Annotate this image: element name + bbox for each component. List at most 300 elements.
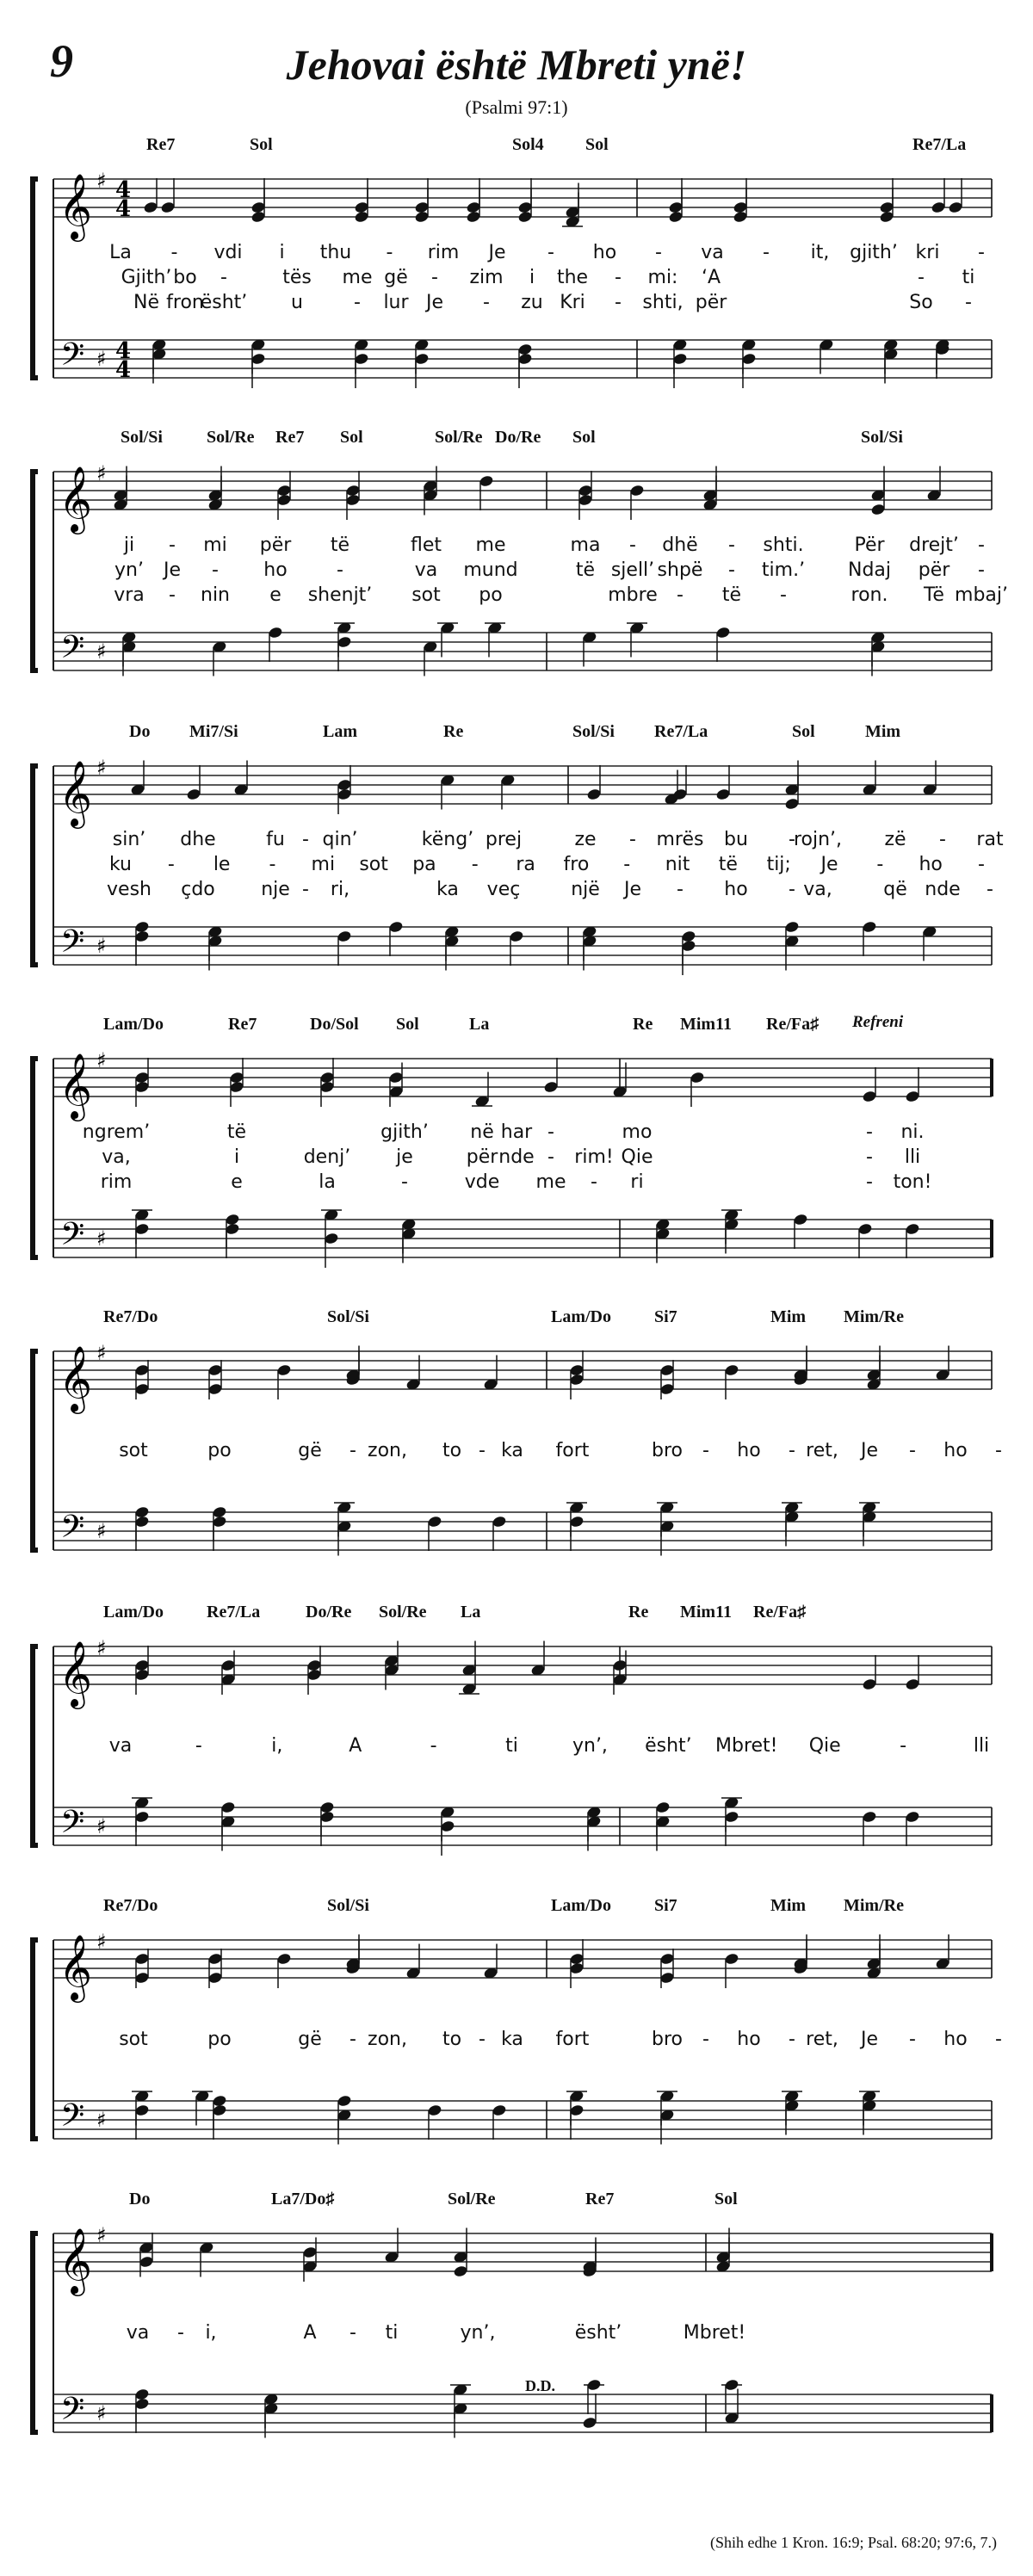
key-signature-sharp: ♯: [96, 461, 107, 485]
lyric-syllable: ti: [385, 2322, 399, 2344]
chord-symbol: Sol4: [512, 135, 544, 154]
lyric-syllable: mbre: [608, 584, 658, 606]
chord-symbol: Do/Re: [495, 428, 541, 447]
key-signature-sharp: ♯: [96, 1226, 107, 1251]
lyric-syllable: A: [303, 2322, 317, 2344]
lyric-syllable: qin’: [322, 829, 358, 850]
lyric-hyphen: -: [978, 854, 985, 875]
lyric-syllable: nin: [201, 584, 230, 606]
lyric-syllable: u: [291, 292, 303, 313]
lyric-syllable: sin’: [112, 829, 146, 850]
lyric-syllable: lur: [383, 292, 409, 313]
lyric-syllable: yn’,: [460, 2322, 496, 2344]
lyric-syllable: vesh: [107, 879, 152, 900]
lyric-syllable: Qie: [621, 1146, 653, 1168]
lyric-hyphen: -: [987, 879, 993, 900]
lyric-syllable: ka: [501, 1440, 523, 1461]
lyric-syllable: Kri: [560, 292, 585, 313]
lyric-hyphen: -: [349, 2029, 356, 2050]
lyric-hyphen: -: [212, 559, 219, 581]
lyric-syllable: ma: [570, 534, 601, 556]
lyric-hyphen: -: [269, 854, 276, 875]
lyric-syllable: i: [529, 267, 535, 288]
lyric-syllable: Je: [425, 292, 444, 313]
lyric-syllable: Je: [860, 1440, 879, 1461]
lyric-syllable: nde: [925, 879, 961, 900]
lyric-syllable: dhë: [662, 534, 698, 556]
lyric-syllable: i,: [271, 1735, 283, 1757]
lyric-syllable: va: [108, 1735, 133, 1757]
lyric-syllable: va: [701, 242, 724, 263]
lyric-syllable: dhe: [180, 829, 216, 850]
lyric-hyphen: -: [337, 559, 343, 581]
lyric-syllable: për: [259, 534, 292, 556]
lyric-syllable: ri: [630, 1171, 644, 1193]
lyric-line: [0, 854, 1033, 880]
bass-staff: [53, 1512, 992, 1550]
lyric-syllable: vra: [114, 584, 145, 606]
lyric-syllable: Mbret!: [683, 2322, 746, 2344]
lyric-syllable: le: [213, 854, 231, 875]
lyric-syllable: mi:: [647, 267, 678, 288]
lyric-hyphen: -: [167, 854, 175, 875]
lyric-syllable: kri: [915, 242, 940, 263]
bass-clef: 𝄢: [60, 1509, 85, 1553]
lyric-syllable: mund: [463, 559, 518, 581]
lyric-hyphen: -: [939, 829, 946, 850]
lyric-syllable: vde: [464, 1171, 500, 1193]
key-signature-sharp: ♯: [96, 347, 107, 371]
chord-symbol: Do: [129, 2190, 151, 2208]
treble-staff: [53, 1940, 992, 1978]
chord-symbol: Sol: [792, 722, 815, 741]
chord-symbol: Re: [443, 722, 464, 741]
lyric-syllable: Në: [133, 292, 159, 313]
lyric-hyphen: -: [909, 2029, 916, 2050]
chord-symbol: Sol: [714, 2190, 738, 2208]
lyric-hyphen: -: [349, 1440, 356, 1461]
bass-clef: 𝄢: [60, 924, 85, 967]
lyric-hyphen: -: [702, 2029, 709, 2050]
lyric-syllable: bo: [173, 267, 197, 288]
lyric-syllable: gë: [298, 1440, 322, 1461]
lyric-syllable: Mbret!: [715, 1735, 778, 1757]
lyric-syllable: për: [466, 1146, 498, 1168]
lyric-hyphen: -: [965, 292, 972, 313]
lyric-hyphen: -: [876, 854, 884, 875]
lyric-syllable: mo: [622, 1121, 653, 1143]
lyric-syllable: rat: [976, 829, 1004, 850]
lyric-syllable: të: [330, 534, 350, 556]
chord-symbol: Sol: [396, 1015, 419, 1034]
lyric-syllable: ‘A: [701, 267, 721, 288]
lyric-syllable: yn’,: [572, 1735, 608, 1757]
chord-symbol: Re: [633, 1015, 653, 1034]
lyric-syllable: ho: [592, 242, 617, 263]
lyric-syllable: ho: [737, 2029, 761, 2050]
chord-symbol: Re7: [228, 1015, 257, 1034]
chord-symbol: Do/Re: [306, 1603, 352, 1622]
lyric-line: [0, 584, 1033, 610]
lyric-hyphen: -: [677, 879, 684, 900]
lyric-hyphen: -: [591, 1171, 597, 1193]
chord-symbol: Re7/La: [912, 135, 967, 154]
lyric-syllable: fro: [563, 854, 590, 875]
bass-clef: 𝄢: [60, 2097, 85, 2141]
lyric-syllable: këng’: [421, 829, 474, 850]
bass-clef: 𝄢: [60, 2391, 85, 2435]
lyric-line: [0, 1735, 1033, 1761]
lyric-syllable: rim: [427, 242, 460, 263]
lyric-syllable: ësht’: [574, 2322, 622, 2344]
chord-row: [0, 2190, 1033, 2215]
lyric-syllable: tij;: [766, 854, 791, 875]
chord-symbol: Sol/Si: [327, 1896, 369, 1915]
lyric-syllable: va,: [102, 1146, 131, 1168]
lyric-syllable: denj’: [303, 1146, 351, 1168]
chord-symbol: Mi7/Si: [189, 722, 238, 741]
chord-symbol: Sol/Re: [207, 428, 255, 447]
lyric-syllable: je: [396, 1146, 413, 1168]
lyric-syllable: ra: [516, 854, 535, 875]
chord-symbol: Re7: [585, 2190, 615, 2208]
lyric-syllable: sot: [119, 1440, 148, 1461]
lyric-line: [0, 242, 1033, 268]
lyric-syllable: rim: [100, 1171, 133, 1193]
treble-staff: [53, 472, 992, 510]
lyric-syllable: lli: [904, 1146, 921, 1168]
lyric-syllable: të: [721, 584, 742, 606]
lyric-hyphen: -: [220, 267, 227, 288]
lyric-hyphen: -: [978, 559, 985, 581]
key-signature-sharp: ♯: [96, 1048, 107, 1072]
chord-symbol: Mim: [865, 722, 901, 741]
lyric-hyphen: -: [430, 1735, 437, 1757]
chord-symbol: Mim/Re: [844, 1307, 904, 1326]
chord-symbol: Mim11: [680, 1015, 732, 1034]
lyric-syllable: me: [475, 534, 506, 556]
lyric-hyphen: -: [615, 292, 622, 313]
key-signature-sharp: ♯: [96, 1814, 107, 1838]
lyric-syllable: ho: [737, 1440, 761, 1461]
lyric-syllable: va: [414, 559, 438, 581]
music-system: [0, 1013, 1033, 1304]
lyric-line: [0, 534, 1033, 560]
chord-symbol: Re7/Do: [103, 1896, 158, 1915]
footer-references: (Shih edhe 1 Kron. 16:9; Psal. 68:20; 97:6, 7.): [710, 2534, 997, 2551]
lyric-hyphen: -: [615, 267, 622, 288]
lyric-line: [0, 1440, 1033, 1466]
lyric-syllable: mi: [203, 534, 227, 556]
lyric-hyphen: -: [195, 1735, 202, 1757]
lyric-syllable: me: [342, 267, 373, 288]
lyric-hyphen: -: [354, 292, 361, 313]
lyric-syllable: bro: [652, 1440, 683, 1461]
lyric-syllable: një: [571, 879, 600, 900]
key-signature-sharp: ♯: [96, 639, 107, 664]
lyric-syllable: i: [279, 242, 285, 263]
lyric-hyphen: -: [431, 267, 438, 288]
bass-clef: 𝄢: [60, 1216, 85, 1260]
key-signature-sharp: ♯: [96, 1636, 107, 1660]
lyric-hyphen: -: [978, 534, 985, 556]
lyric-hyphen: -: [995, 2029, 1002, 2050]
lyric-syllable: gë: [298, 2029, 322, 2050]
lyric-syllable: gë: [384, 267, 408, 288]
bass-staff: [53, 1807, 992, 1845]
treble-staff: [53, 1351, 992, 1389]
lyric-syllable: thu: [319, 242, 352, 263]
lyric-syllable: ka: [436, 879, 459, 900]
lyric-syllable: shti.: [763, 534, 804, 556]
lyric-syllable: fort: [555, 1440, 590, 1461]
treble-clef: 𝄞: [59, 1053, 93, 1119]
chord-symbol: Si7: [654, 1896, 677, 1915]
treble-clef: 𝄞: [59, 2227, 93, 2294]
lyric-hyphen: -: [789, 879, 795, 900]
lyric-syllable: e: [269, 584, 281, 606]
lyric-syllable: nje: [261, 879, 290, 900]
lyric-syllable: to: [442, 2029, 462, 2050]
lyric-syllable: të: [718, 854, 738, 875]
treble-clef: 𝄞: [59, 1934, 93, 2000]
lyric-syllable: gjith’: [380, 1121, 429, 1143]
chord-symbol: Lam/Do: [103, 1015, 164, 1034]
lyric-hyphen: -: [763, 242, 770, 263]
chord-symbol: La: [469, 1015, 490, 1034]
lyric-syllable: it,: [810, 242, 830, 263]
lyric-syllable: zu: [521, 292, 543, 313]
chord-row: [0, 1896, 1033, 1922]
lyric-syllable: bu: [724, 829, 748, 850]
chord-symbol: Lam/Do: [551, 1307, 611, 1326]
lyric-hyphen: -: [547, 1146, 554, 1168]
chord-symbol: Sol/Re: [448, 2190, 496, 2208]
lyric-hyphen: -: [866, 1171, 873, 1193]
key-signature-sharp: ♯: [96, 1341, 107, 1365]
lyric-syllable: çdo: [181, 879, 215, 900]
lyric-syllable: flet: [410, 534, 442, 556]
chord-symbol: Sol/Re: [435, 428, 483, 447]
chord-row: [0, 1603, 1033, 1628]
lyric-syllable: tës: [282, 267, 312, 288]
chord-symbol: La7/Do♯: [271, 2190, 335, 2208]
lyric-syllable: ngrem’: [82, 1121, 151, 1143]
chord-symbol: Re7/La: [654, 722, 708, 741]
lyric-syllable: ton!: [893, 1171, 932, 1193]
chord-symbol: Lam/Do: [551, 1896, 611, 1915]
lyric-line: [0, 1146, 1033, 1172]
lyric-syllable: va,: [803, 879, 832, 900]
time-signature-bottom: 4: [115, 196, 132, 222]
lyric-syllable: yn’: [114, 559, 144, 581]
bass-staff: [53, 2101, 992, 2139]
lyric-hyphen: -: [655, 242, 662, 263]
song-number: 9: [50, 35, 73, 87]
chord-symbol: Mim11: [680, 1603, 732, 1622]
lyric-hyphen: -: [789, 829, 795, 850]
lyric-line: [0, 292, 1033, 318]
lyric-syllable: prej: [485, 829, 523, 850]
lyric-syllable: bro: [652, 2029, 683, 2050]
lyric-syllable: mi: [311, 854, 336, 875]
lyric-syllable: Të: [924, 584, 944, 606]
lyric-syllable: So: [909, 292, 933, 313]
lyric-syllable: fort: [555, 2029, 590, 2050]
lyric-syllable: ho: [943, 2029, 968, 2050]
lyric-hyphen: -: [177, 2322, 184, 2344]
chord-row: [0, 1307, 1033, 1333]
chord-symbol: La: [461, 1603, 481, 1622]
music-system: [0, 1896, 1033, 2185]
music-system: [0, 135, 1033, 424]
chord-symbol: Re7: [146, 135, 176, 154]
lyric-syllable: Je: [488, 242, 506, 263]
chord-symbol: Sol: [250, 135, 273, 154]
bass-staff: [53, 633, 992, 670]
bass-staff: [53, 1220, 992, 1257]
lyric-syllable: po: [479, 584, 503, 606]
bass-clef: 𝄢: [60, 629, 85, 673]
music-system: [0, 1307, 1033, 1597]
lyric-syllable: ho: [263, 559, 288, 581]
treble-clef: 𝄞: [59, 466, 93, 532]
chord-symbol: Sol/Si: [121, 428, 163, 447]
lyric-hyphen: -: [702, 1440, 709, 1461]
chord-symbol: Lam: [323, 722, 357, 741]
lyric-syllable: zë: [884, 829, 906, 850]
lyric-hyphen: -: [629, 829, 636, 850]
lyric-syllable: tim.’: [761, 559, 806, 581]
lyric-line: [0, 267, 1033, 293]
lyric-syllable: ku: [108, 854, 133, 875]
lyric-syllable: me: [535, 1171, 566, 1193]
lyric-syllable: shenjt’: [307, 584, 373, 606]
lyric-syllable: Ndaj: [847, 559, 892, 581]
lyric-hyphen: -: [995, 1440, 1002, 1461]
lyric-hyphen: -: [728, 559, 735, 581]
lyric-syllable: ësht’: [200, 292, 248, 313]
lyric-hyphen: -: [302, 829, 309, 850]
lyric-syllable: rim!: [574, 1146, 614, 1168]
lyric-syllable: i: [233, 1146, 240, 1168]
lyric-hyphen: -: [483, 292, 490, 313]
lyric-syllable: për: [918, 559, 950, 581]
lyric-syllable: pa: [412, 854, 436, 875]
lyric-syllable: veç: [486, 879, 521, 900]
lyric-syllable: vdi: [213, 242, 243, 263]
lyric-hyphen: -: [302, 879, 309, 900]
lyric-syllable: e: [231, 1171, 243, 1193]
lyric-syllable: nit: [665, 854, 690, 875]
lyric-syllable: mbaj’: [955, 584, 1008, 606]
lyric-syllable: sot: [411, 584, 441, 606]
lyric-syllable: zon,: [368, 1440, 407, 1461]
chord-symbol: Sol/Si: [572, 722, 615, 741]
chord-symbol: Re/Fa♯: [766, 1015, 820, 1034]
refrain-label: Refreni: [852, 1013, 904, 1031]
lyric-line: [0, 879, 1033, 905]
lyric-syllable: ron.: [851, 584, 888, 606]
lyric-hyphen: -: [479, 2029, 486, 2050]
lyric-hyphen: -: [169, 584, 176, 606]
lyric-hyphen: -: [547, 1121, 554, 1143]
scripture-reference: (Psalmi 97:1): [465, 96, 568, 118]
lyric-line: [0, 1121, 1033, 1147]
music-system: [0, 428, 1033, 717]
lyric-syllable: ze: [574, 829, 597, 850]
treble-clef: 𝄞: [59, 760, 93, 826]
lyric-syllable: lli: [973, 1735, 990, 1757]
lyric-syllable: Qie: [808, 1735, 841, 1757]
lyric-hyphen: -: [401, 1171, 408, 1193]
lyric-hyphen: -: [623, 854, 631, 875]
lyric-hyphen: -: [780, 584, 787, 606]
chord-row: [0, 428, 1033, 454]
key-signature-sharp: ♯: [96, 1519, 107, 1543]
lyric-line: [0, 2029, 1033, 2054]
lyric-syllable: ka: [501, 2029, 523, 2050]
lyric-syllable: nde: [498, 1146, 535, 1168]
lyric-syllable: sot: [359, 854, 388, 875]
lyric-syllable: i,: [205, 2322, 217, 2344]
lyric-syllable: to: [442, 1440, 462, 1461]
key-signature-sharp: ♯: [96, 169, 107, 193]
lyric-syllable: për: [695, 292, 727, 313]
bass-staff: [53, 2394, 992, 2432]
key-signature-sharp: ♯: [96, 2223, 107, 2247]
lyric-syllable: ti: [505, 1735, 518, 1757]
lyric-syllable: të: [575, 559, 596, 581]
lyric-hyphen: -: [866, 1146, 873, 1168]
chord-symbol: Mim/Re: [844, 1896, 904, 1915]
music-system: [0, 2190, 1033, 2479]
lyric-syllable: rojn’,: [793, 829, 843, 850]
chord-symbol: Re: [628, 1603, 649, 1622]
key-signature-sharp: ♯: [96, 2401, 107, 2425]
lyric-hyphen: -: [789, 2029, 795, 2050]
lyric-hyphen: -: [728, 534, 735, 556]
lyric-hyphen: -: [677, 584, 684, 606]
lyric-syllable: fron: [166, 292, 204, 313]
lyric-syllable: Je: [623, 879, 642, 900]
lyric-syllable: në: [470, 1121, 494, 1143]
lyric-syllable: ji: [123, 534, 135, 556]
chord-symbol: Mim: [770, 1896, 807, 1915]
lyric-syllable: sjell’: [610, 559, 655, 581]
lyric-syllable: ho: [724, 879, 748, 900]
lyric-syllable: ti: [962, 267, 975, 288]
lyric-syllable: the: [556, 267, 589, 288]
lyric-syllable: ho: [943, 1440, 968, 1461]
chord-symbol: Sol/Re: [379, 1603, 427, 1622]
chord-symbol: Sol/Si: [861, 428, 903, 447]
chord-symbol: Do/Sol: [310, 1015, 359, 1034]
lyric-syllable: shpë: [657, 559, 703, 581]
lyric-line: [0, 559, 1033, 585]
time-signature-bottom: 4: [115, 357, 132, 383]
lyric-syllable: të: [226, 1121, 247, 1143]
lyric-line: [0, 2322, 1033, 2348]
lyric-syllable: drejt’: [909, 534, 959, 556]
chord-symbol: Sol: [340, 428, 363, 447]
treble-clef: 𝄞: [59, 173, 93, 239]
lyric-hyphen: -: [978, 242, 985, 263]
chord-symbol: Sol/Si: [327, 1307, 369, 1326]
music-system: [0, 722, 1033, 1011]
time-signature-top: 4: [115, 338, 132, 364]
lyric-syllable: har: [500, 1121, 533, 1143]
